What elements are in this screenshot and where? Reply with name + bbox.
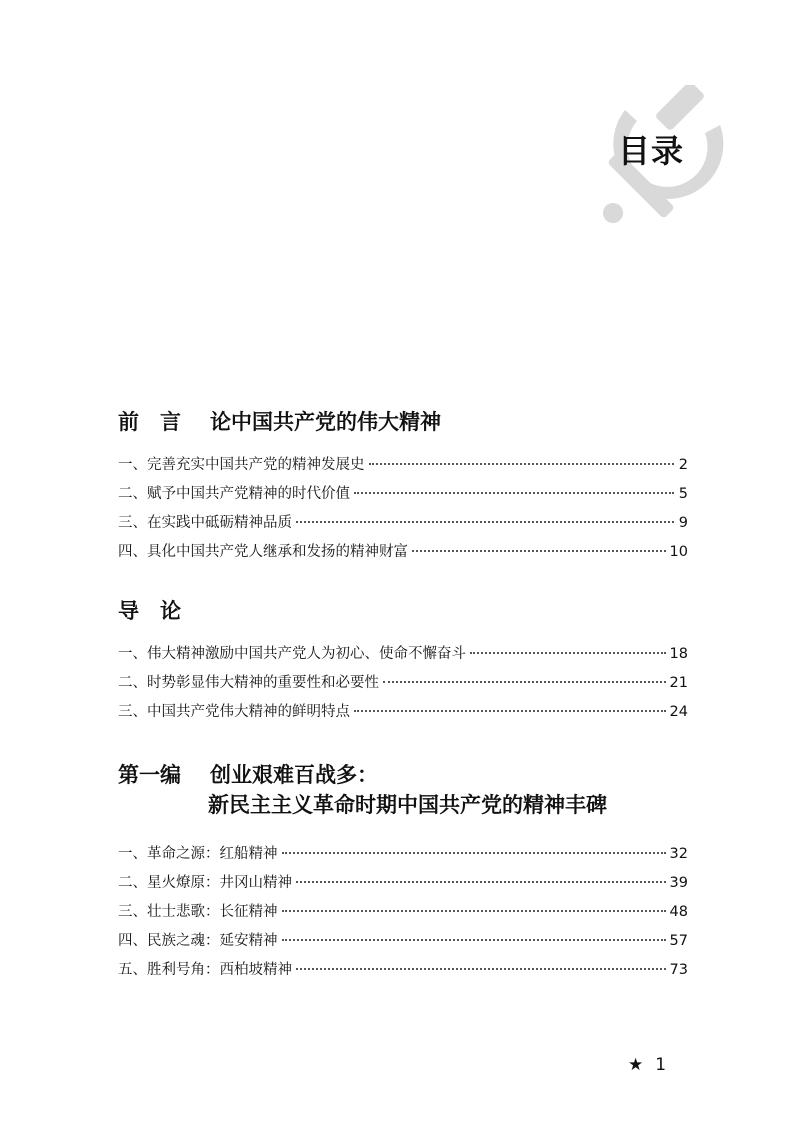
toc-entry[interactable] <box>118 453 688 482</box>
section-heading <box>118 596 688 626</box>
entry-title: 星火燎原：井冈山精神 <box>147 875 292 891</box>
entry-number: 一、 <box>118 846 147 862</box>
dot-leader <box>296 881 666 883</box>
dot-leader <box>470 652 666 654</box>
section-subtitle: 新民主主义革命时期中国共产党的精神丰碑 <box>208 792 607 817</box>
entry-number: 二、 <box>118 486 147 502</box>
entry-page: 21 <box>669 675 688 691</box>
entry-page: 5 <box>678 486 688 502</box>
toc-entry[interactable] <box>118 842 688 871</box>
toc-entry[interactable] <box>118 900 688 929</box>
entry-title: 伟大精神激励中国共产党人为初心、使命不懈奋斗 <box>147 646 466 662</box>
page-footer <box>628 1055 666 1075</box>
toc-entry[interactable] <box>118 482 688 511</box>
dot-leader <box>412 550 666 552</box>
section-label: 前 言 <box>118 409 181 434</box>
entry-title: 具化中国共产党人继承和发扬的精神财富 <box>147 544 408 560</box>
toc-entry[interactable] <box>118 511 688 540</box>
entry-page: 10 <box>669 544 688 560</box>
entry-page: 39 <box>669 875 688 891</box>
toc-section-introduction <box>118 596 688 729</box>
entry-number: 三、 <box>118 904 147 920</box>
entry-title: 在实践中砥砺精神品质 <box>147 515 292 531</box>
toc-title: 目录 <box>618 132 685 170</box>
entry-number: 四、 <box>118 933 147 949</box>
entry-number: 五、 <box>118 962 147 978</box>
entry-number: 二、 <box>118 675 147 691</box>
toc-entry[interactable] <box>118 642 688 671</box>
entry-page: 2 <box>678 457 688 473</box>
dot-leader <box>369 463 675 465</box>
entry-number: 一、 <box>118 457 147 473</box>
toc-entry[interactable] <box>118 929 688 958</box>
dot-leader <box>282 852 666 854</box>
section-heading <box>118 407 688 437</box>
entry-title: 完善充实中国共产党的精神发展史 <box>147 457 365 473</box>
toc-section-part-one <box>118 760 688 987</box>
entry-title: 胜利号角：西柏坡精神 <box>147 962 292 978</box>
toc-entry[interactable] <box>118 671 688 700</box>
section-title: 论中国共产党的伟大精神 <box>210 409 441 434</box>
entry-page: 48 <box>669 904 688 920</box>
toc-entry[interactable] <box>118 540 688 569</box>
entry-number: 四、 <box>118 544 147 560</box>
star-icon: ★ <box>628 1055 644 1075</box>
page-number: 1 <box>655 1055 667 1075</box>
toc-section-preface <box>118 407 688 569</box>
entry-number: 三、 <box>118 515 147 531</box>
entry-title: 壮士悲歌：长征精神 <box>147 904 278 920</box>
toc-entry[interactable] <box>118 958 688 987</box>
entry-title: 革命之源：红船精神 <box>147 846 278 862</box>
dot-leader <box>383 681 666 683</box>
entry-page: 18 <box>669 646 688 662</box>
section-label: 导 论 <box>118 598 181 623</box>
dot-leader <box>296 521 674 523</box>
entry-page: 32 <box>669 846 688 862</box>
toc-entry[interactable] <box>118 871 688 900</box>
entry-page: 24 <box>669 704 688 720</box>
dot-leader <box>354 710 666 712</box>
section-label: 第一编 <box>118 762 181 787</box>
entry-title: 赋予中国共产党精神的时代价值 <box>147 486 350 502</box>
dot-leader <box>282 939 666 941</box>
section-title: 创业艰难百战多： <box>210 762 378 787</box>
dot-leader <box>354 492 674 494</box>
entry-number: 一、 <box>118 646 147 662</box>
dot-leader <box>282 910 666 912</box>
entry-page: 73 <box>669 962 688 978</box>
entry-title: 民族之魂：延安精神 <box>147 933 278 949</box>
entry-title: 时势彰显伟大精神的重要性和必要性 <box>147 675 379 691</box>
entry-number: 三、 <box>118 704 147 720</box>
section-heading <box>118 760 688 790</box>
dot-leader <box>296 968 666 970</box>
toc-entry[interactable] <box>118 700 688 729</box>
entry-page: 57 <box>669 933 688 949</box>
entry-number: 二、 <box>118 875 147 891</box>
entry-page: 9 <box>678 515 688 531</box>
entry-title: 中国共产党伟大精神的鲜明特点 <box>147 704 350 720</box>
